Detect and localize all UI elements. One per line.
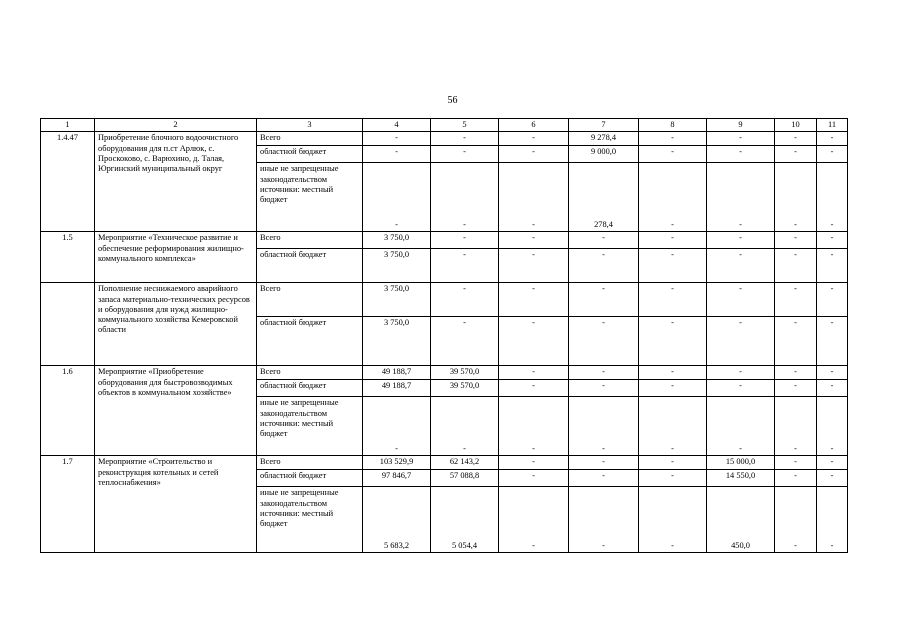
value-cell: 103 529,9 bbox=[363, 456, 431, 470]
value-cell: - bbox=[639, 132, 707, 146]
value-cell: - bbox=[431, 317, 499, 366]
value-cell: - bbox=[363, 163, 431, 232]
value-cell: - bbox=[817, 146, 848, 163]
header-cell: 10 bbox=[775, 119, 817, 132]
value-cell: - bbox=[569, 366, 639, 380]
table-row bbox=[41, 283, 848, 317]
value-cell: - bbox=[707, 366, 775, 380]
value-cell: - bbox=[707, 380, 775, 397]
value-cell: - bbox=[775, 397, 817, 456]
value-cell: - bbox=[569, 397, 639, 456]
table-row bbox=[41, 366, 848, 380]
event-name-cell: Пополнение неснижаемого аварийного запаса материально-технических ресурсов и оборудования для нужд жилищно-коммунального хозяйства Кемеровской области bbox=[95, 283, 257, 366]
value-cell: 97 846,7 bbox=[363, 470, 431, 487]
value-cell: - bbox=[707, 146, 775, 163]
event-name-cell: Мероприятие «Строительство и реконструкция котельных и сетей теплоснабжения» bbox=[95, 456, 257, 553]
value-cell: - bbox=[775, 163, 817, 232]
value-cell: - bbox=[569, 487, 639, 553]
value-cell: - bbox=[707, 132, 775, 146]
value-cell: 62 143,2 bbox=[431, 456, 499, 470]
value-cell: - bbox=[499, 249, 569, 283]
value-cell: 3 750,0 bbox=[363, 283, 431, 317]
value-cell: - bbox=[639, 487, 707, 553]
funding-source-cell: Всего bbox=[257, 132, 363, 146]
header-cell: 7 bbox=[569, 119, 639, 132]
page-number: 56 bbox=[447, 95, 458, 106]
value-cell: - bbox=[569, 249, 639, 283]
row-number-cell bbox=[41, 283, 95, 366]
funding-source-cell: областной бюджет bbox=[257, 380, 363, 397]
value-cell: - bbox=[639, 397, 707, 456]
value-cell: - bbox=[431, 249, 499, 283]
value-cell: - bbox=[499, 380, 569, 397]
header-cell: 11 bbox=[817, 119, 848, 132]
value-cell: - bbox=[499, 397, 569, 456]
value-cell: - bbox=[817, 249, 848, 283]
value-cell: - bbox=[499, 163, 569, 232]
value-cell: - bbox=[775, 366, 817, 380]
value-cell: - bbox=[431, 283, 499, 317]
value-cell: - bbox=[639, 380, 707, 397]
value-cell: 15 000,0 bbox=[707, 456, 775, 470]
value-cell: - bbox=[775, 249, 817, 283]
value-cell: - bbox=[499, 366, 569, 380]
value-cell: 5 054,4 bbox=[431, 487, 499, 553]
header-row bbox=[41, 119, 848, 132]
value-cell: - bbox=[499, 232, 569, 249]
value-cell: - bbox=[499, 487, 569, 553]
value-cell: - bbox=[775, 456, 817, 470]
funding-source-cell: областной бюджет bbox=[257, 470, 363, 487]
value-cell: - bbox=[817, 456, 848, 470]
value-cell: - bbox=[775, 283, 817, 317]
funding-source-cell: областной бюджет bbox=[257, 249, 363, 283]
value-cell: 39 570,0 bbox=[431, 380, 499, 397]
value-cell: - bbox=[639, 249, 707, 283]
funding-source-cell: областной бюджет bbox=[257, 146, 363, 163]
value-cell: - bbox=[775, 132, 817, 146]
value-cell: - bbox=[363, 146, 431, 163]
value-cell: - bbox=[499, 283, 569, 317]
value-cell: - bbox=[707, 163, 775, 232]
value-cell: - bbox=[639, 456, 707, 470]
value-cell: - bbox=[569, 456, 639, 470]
value-cell: 5 683,2 bbox=[363, 487, 431, 553]
value-cell: 39 570,0 bbox=[431, 366, 499, 380]
value-cell: - bbox=[431, 397, 499, 456]
funding-source-cell: иные не запрещенные законодательством источники: местный бюджет bbox=[257, 487, 363, 553]
table-row bbox=[41, 132, 848, 146]
value-cell: - bbox=[817, 232, 848, 249]
value-cell: - bbox=[817, 397, 848, 456]
header-cell: 1 bbox=[41, 119, 95, 132]
value-cell: - bbox=[817, 283, 848, 317]
header-cell: 4 bbox=[363, 119, 431, 132]
header-cell: 5 bbox=[431, 119, 499, 132]
value-cell: - bbox=[707, 232, 775, 249]
header-cell: 8 bbox=[639, 119, 707, 132]
value-cell: 14 550,0 bbox=[707, 470, 775, 487]
value-cell: - bbox=[817, 380, 848, 397]
value-cell: - bbox=[499, 470, 569, 487]
funding-source-cell: Всего bbox=[257, 456, 363, 470]
table-row bbox=[41, 232, 848, 249]
value-cell: - bbox=[817, 487, 848, 553]
value-cell: - bbox=[817, 132, 848, 146]
value-cell: - bbox=[639, 163, 707, 232]
value-cell: 9 000,0 bbox=[569, 146, 639, 163]
row-number-cell: 1.5 bbox=[41, 232, 95, 283]
value-cell: - bbox=[569, 283, 639, 317]
value-cell: - bbox=[707, 397, 775, 456]
value-cell: 278,4 bbox=[569, 163, 639, 232]
funding-source-cell: областной бюджет bbox=[257, 317, 363, 366]
funding-source-cell: иные не запрещенные законодательством источники: местный бюджет bbox=[257, 397, 363, 456]
header-cell: 9 bbox=[707, 119, 775, 132]
event-name-cell: Приобретение блочного водоочистного оборудования для п.ст Арлюк, с. Проскоково, с. Варюхино, д. Талая, Юргинский муниципальный округ bbox=[95, 132, 257, 232]
header-cell: 3 bbox=[257, 119, 363, 132]
value-cell: - bbox=[639, 317, 707, 366]
header-cell: 2 bbox=[95, 119, 257, 132]
value-cell: - bbox=[569, 232, 639, 249]
value-cell: - bbox=[707, 283, 775, 317]
value-cell: - bbox=[639, 232, 707, 249]
value-cell: - bbox=[775, 470, 817, 487]
funding-source-cell: Всего bbox=[257, 232, 363, 249]
funding-source-cell: Всего bbox=[257, 366, 363, 380]
value-cell: 3 750,0 bbox=[363, 249, 431, 283]
value-cell: 3 750,0 bbox=[363, 232, 431, 249]
value-cell: - bbox=[639, 470, 707, 487]
value-cell: - bbox=[775, 487, 817, 553]
value-cell: - bbox=[569, 470, 639, 487]
value-cell: - bbox=[431, 232, 499, 249]
value-cell: - bbox=[569, 317, 639, 366]
value-cell: - bbox=[639, 283, 707, 317]
value-cell: - bbox=[499, 132, 569, 146]
budget-table bbox=[40, 118, 848, 553]
value-cell: - bbox=[639, 366, 707, 380]
value-cell: - bbox=[817, 163, 848, 232]
value-cell: 49 188,7 bbox=[363, 380, 431, 397]
value-cell: - bbox=[707, 249, 775, 283]
value-cell: - bbox=[363, 132, 431, 146]
value-cell: - bbox=[817, 317, 848, 366]
value-cell: 3 750,0 bbox=[363, 317, 431, 366]
value-cell: - bbox=[775, 232, 817, 249]
value-cell: - bbox=[569, 380, 639, 397]
value-cell: - bbox=[431, 163, 499, 232]
event-name-cell: Мероприятие «Приобретение оборудования для быстровозводимых объектов в коммунальном хозяйстве» bbox=[95, 366, 257, 456]
value-cell: - bbox=[817, 366, 848, 380]
value-cell: 57 088,8 bbox=[431, 470, 499, 487]
row-number-cell: 1.6 bbox=[41, 366, 95, 456]
value-cell: - bbox=[431, 146, 499, 163]
funding-source-cell: Всего bbox=[257, 283, 363, 317]
row-number-cell: 1.7 bbox=[41, 456, 95, 553]
value-cell: - bbox=[431, 132, 499, 146]
value-cell: 49 188,7 bbox=[363, 366, 431, 380]
header-cell: 6 bbox=[499, 119, 569, 132]
value-cell: - bbox=[499, 456, 569, 470]
value-cell: - bbox=[707, 317, 775, 366]
value-cell: 9 278,4 bbox=[569, 132, 639, 146]
value-cell: - bbox=[817, 470, 848, 487]
value-cell: - bbox=[775, 317, 817, 366]
value-cell: - bbox=[499, 146, 569, 163]
value-cell: 450,0 bbox=[707, 487, 775, 553]
row-number-cell: 1.4.47 bbox=[41, 132, 95, 232]
value-cell: - bbox=[775, 380, 817, 397]
value-cell: - bbox=[775, 146, 817, 163]
table-row bbox=[41, 456, 848, 470]
event-name-cell: Мероприятие «Техническое развитие и обеспечение реформирования жилищно-коммунального комплекса» bbox=[95, 232, 257, 283]
value-cell: - bbox=[639, 146, 707, 163]
value-cell: - bbox=[499, 317, 569, 366]
funding-source-cell: иные не запрещенные законодательством источники: местный бюджет bbox=[257, 163, 363, 232]
value-cell: - bbox=[363, 397, 431, 456]
